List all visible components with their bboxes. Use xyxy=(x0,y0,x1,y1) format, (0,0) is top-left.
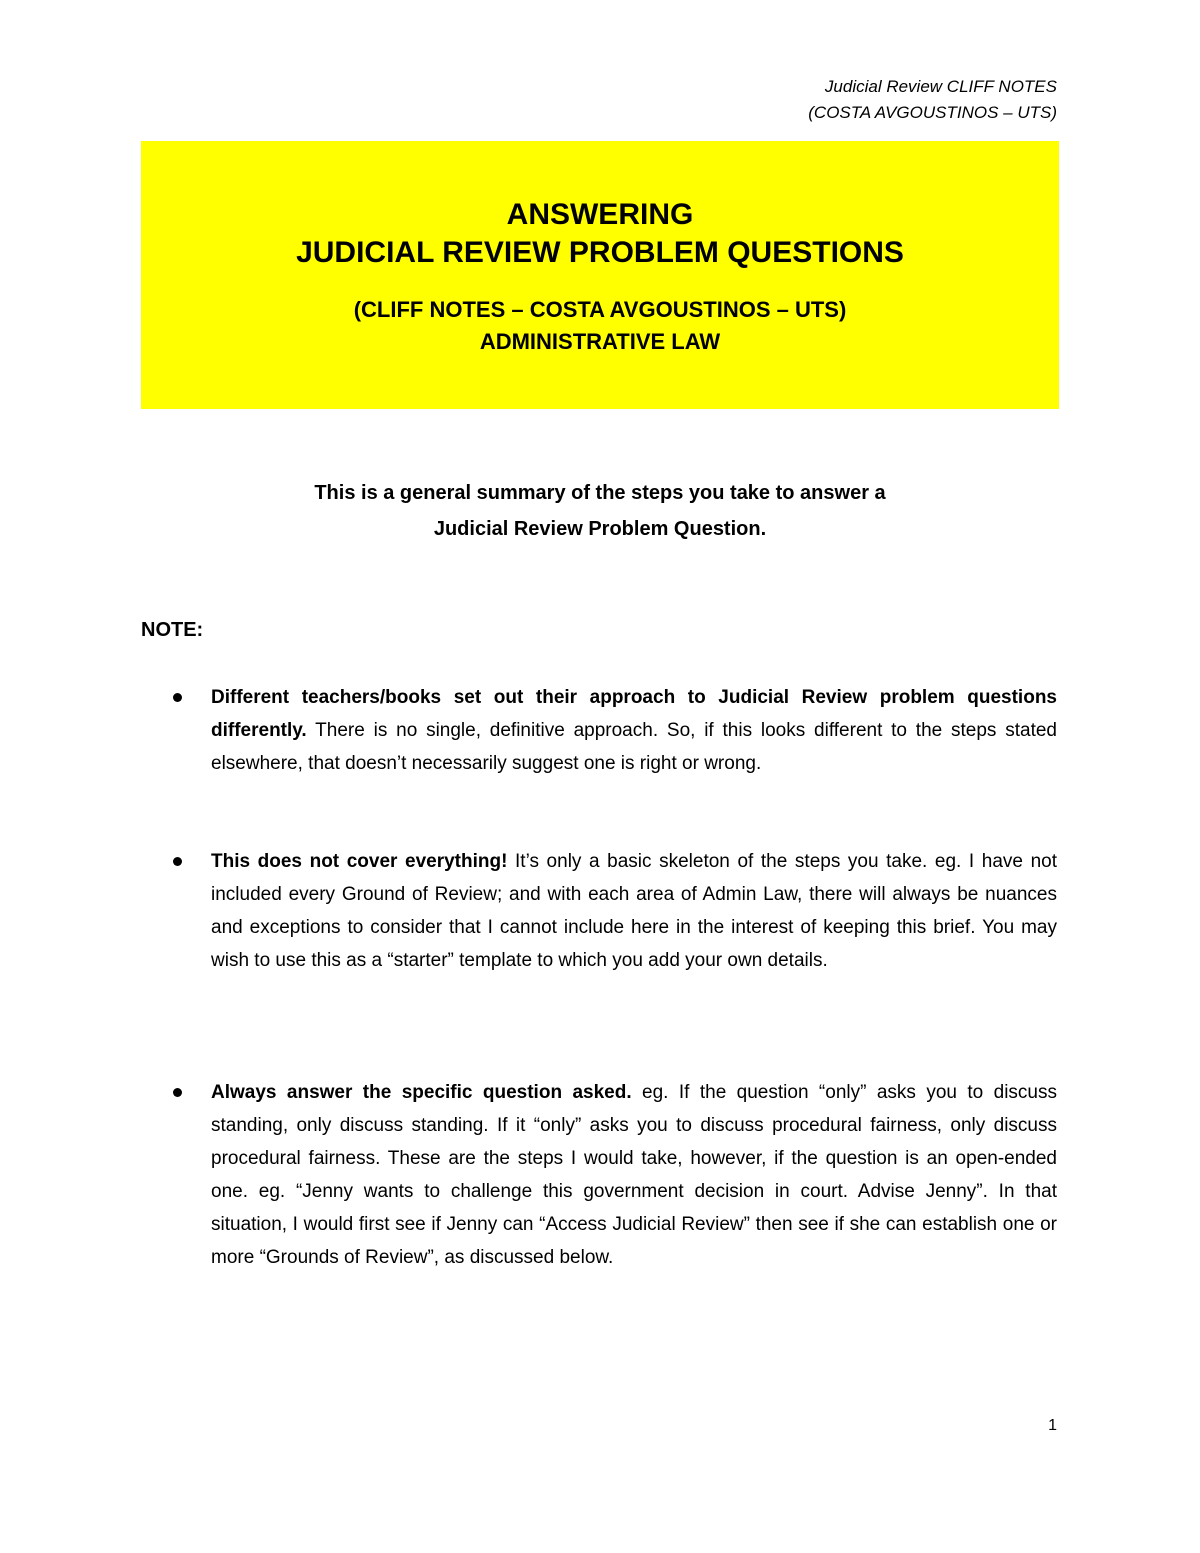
subtitle-line-cliff-notes: (CLIFF NOTES – COSTA AVGOUSTINOS – UTS) xyxy=(353,297,847,322)
header-author: (COSTA AVGOUSTINOS – UTS) xyxy=(808,103,1057,122)
bullet-item-specific-question xyxy=(211,1076,1057,1274)
bullet-text: eg. If the question “only” asks you to discuss standing, only discuss standing. If it “only” asks you to discuss procedural fairness, only discuss procedural fairness. These are the steps I would take, however, if the question is an open-ended one. eg. “Jenny wants to challenge this government decision in court. Advise Jenny”. In that situation, I would first see if Jenny can “Access Judicial Review” then see if she can establish one or more “Grounds of Review”, as discussed below. xyxy=(211,1082,1057,1268)
title-line-problem-questions: JUDICIAL REVIEW PROBLEM QUESTIONS xyxy=(296,236,904,269)
running-header xyxy=(808,74,1057,126)
bullet-text: It’s only a basic skeleton of the steps you take. eg. I have not included every Ground of Review; and with each area of Admin Law, there will always be nuances and exceptions to consider that I cannot include here in the interest of keeping this brief. You may wish to use this as a “starter” template to which you add your own details. xyxy=(211,851,1058,971)
title-line-answering: ANSWERING xyxy=(506,198,694,231)
document-title xyxy=(141,196,1059,272)
bullet-lead: This does not cover everything! xyxy=(211,851,508,872)
page-number: 1 xyxy=(1048,1417,1057,1434)
subtitle-line-admin-law: ADMINISTRATIVE LAW xyxy=(479,329,721,354)
bullet-dot-icon xyxy=(173,1088,182,1097)
summary-statement xyxy=(141,475,1059,547)
document-subtitle xyxy=(141,294,1059,358)
note-heading: NOTE: xyxy=(141,619,204,641)
bullet-lead: Always answer the specific question asked. xyxy=(211,1082,632,1103)
bullet-lead: Different teachers/books set out their approach to Judicial Review problem questions differently. xyxy=(211,687,1057,741)
bullet-item-coverage xyxy=(211,845,1057,977)
title-box xyxy=(141,141,1059,409)
bullet-text: There is no single, definitive approach. So, if this looks different to the steps stated elsewhere, that doesn’t necessarily suggest one is right or wrong. xyxy=(211,720,1057,774)
header-title: Judicial Review CLIFF NOTES xyxy=(824,77,1057,96)
bullet-dot-icon xyxy=(173,693,182,702)
summary-line-2: Judicial Review Problem Question. xyxy=(433,518,767,540)
bullet-dot-icon xyxy=(173,857,182,866)
summary-line-1: This is a general summary of the steps you take to answer a xyxy=(314,482,886,504)
bullet-item-approach xyxy=(211,681,1057,780)
